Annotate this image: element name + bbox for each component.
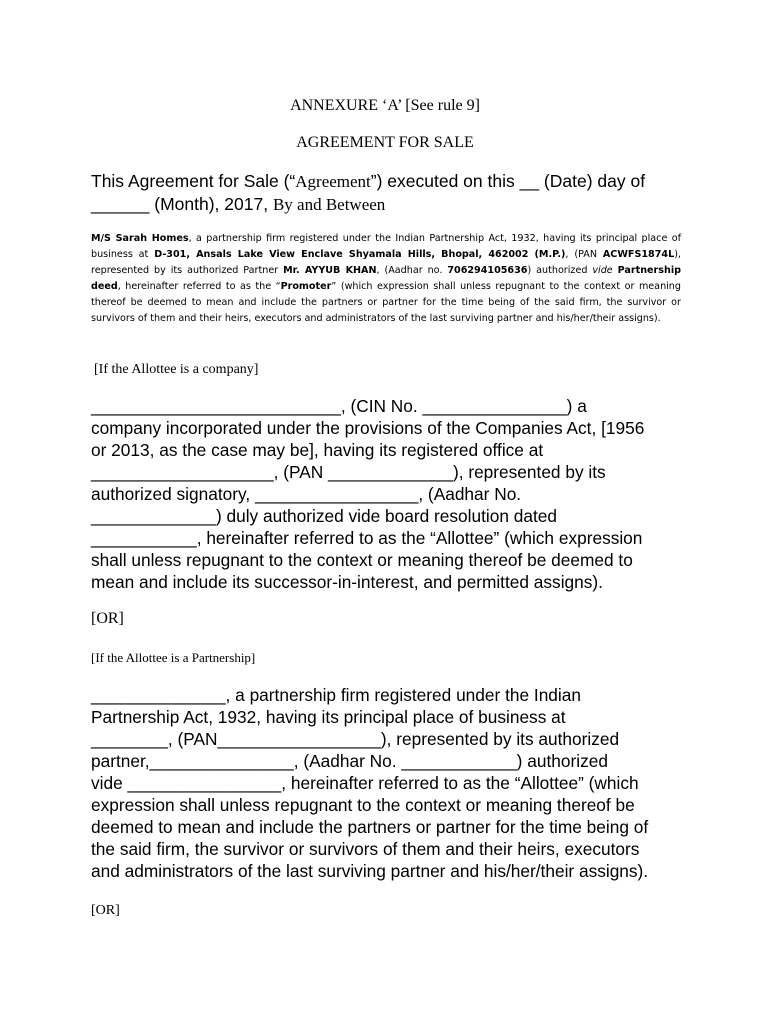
- promoter-firm-name: M/S Sarah Homes: [91, 233, 189, 244]
- promoter-pan: ACWFS1874L: [602, 249, 675, 260]
- promoter-text: , a partnership firm registered under the Indian Partnership Act, 1932, having its principal place of business at: [91, 233, 681, 260]
- partnership-line: the said firm, the survivor or survivors of them and their heirs, executors: [91, 839, 640, 859]
- promoter-text: ” (which expression shall unless repugnant to the context or meaning thereof be deemed to mean and include the partners or partner for the time being of the said firm, the survivor or survivors of them and their heirs, executors and administrators of the last surviving partner and his/her/their assigns).: [91, 281, 681, 324]
- promoter-vide: vide: [592, 265, 613, 276]
- company-line: mean and include its successor-in-interest, and permitted assigns).: [91, 572, 603, 592]
- or-separator: [OR]: [91, 610, 124, 627]
- company-line: _____________) duly authorized vide board resolution dated: [91, 506, 557, 526]
- agreement-title: AGREEMENT FOR SALE: [296, 134, 474, 151]
- promoter-partner: Mr. AYYUB KHAN: [283, 265, 377, 276]
- promoter-text: , (PAN: [565, 249, 603, 260]
- company-line: authorized signatory, _________________, (Aadhar No.: [91, 484, 522, 504]
- company-line: shall unless repugnant to the context or meaning thereof be deemed to: [91, 550, 633, 570]
- company-line: __________________________, (CIN No. _______________) a: [91, 396, 587, 416]
- promoter-term: Promoter: [280, 281, 332, 292]
- annexure-heading: ANNEXURE ‘A’ [See rule 9]: [290, 97, 480, 114]
- promoter-text: , hereinafter referred to as the “: [117, 281, 281, 292]
- company-line: ___________________, (PAN _____________), represented by its: [91, 462, 606, 482]
- company-paragraph: [91, 395, 689, 593]
- company-line: company incorporated under the provisions of the Companies Act, [1956: [91, 418, 645, 438]
- partnership-paragraph: [91, 684, 689, 882]
- company-condition-heading: [If the Allottee is a company]: [94, 362, 259, 377]
- intro-agreement-term: Agreement: [295, 172, 371, 191]
- promoter-address: D-301, Ansals Lake View Enclave Shyamala Hills, Bhopal, 462002 (M.P.): [154, 249, 566, 260]
- partnership-line: and administrators of the last surviving partner and his/her/their assigns).: [91, 861, 649, 881]
- partnership-line: deemed to mean and include the partners or partner for the time being of: [91, 817, 649, 837]
- company-line: or 2013, as the case may be], having its registered office at: [91, 440, 544, 460]
- intro-by-and-between: By and Between: [272, 195, 386, 214]
- promoter-text: , (Aadhar no.: [376, 265, 448, 276]
- intro-text: ______ (Month), 2017,: [91, 194, 273, 214]
- partnership-condition-heading: [If the Allottee is a Partnership]: [91, 650, 256, 665]
- partnership-line: ________, (PAN_________________), represented by its authorized: [91, 729, 620, 749]
- promoter-aadhar: 706294105636: [447, 265, 528, 276]
- partnership-line: ______________, a partnership firm registered under the Indian: [91, 685, 581, 705]
- partnership-line: vide ________________, hereinafter referred to as the “Allottee” (which: [91, 773, 639, 793]
- partnership-line: partner,_______________, (Aadhar No. ____________) authorized: [91, 751, 608, 771]
- promoter-text: ) authorized: [527, 265, 593, 276]
- intro-paragraph: [91, 170, 689, 216]
- promoter-text: ), represented by its authorized Partner: [91, 249, 681, 276]
- company-line: ___________, hereinafter referred to as the “Allottee” (which expression: [91, 528, 643, 548]
- intro-text: This Agreement for Sale (“: [91, 171, 296, 191]
- or-separator: [OR]: [91, 903, 120, 918]
- promoter-paragraph: [91, 231, 681, 327]
- partnership-line: Partnership Act, 1932, having its principal place of business at: [91, 707, 566, 727]
- intro-text: ”) executed on this __ (Date) day of: [370, 171, 646, 191]
- promoter-deed: Partnership deed: [91, 265, 681, 292]
- partnership-line: expression shall unless repugnant to the context or meaning thereof be: [91, 795, 635, 815]
